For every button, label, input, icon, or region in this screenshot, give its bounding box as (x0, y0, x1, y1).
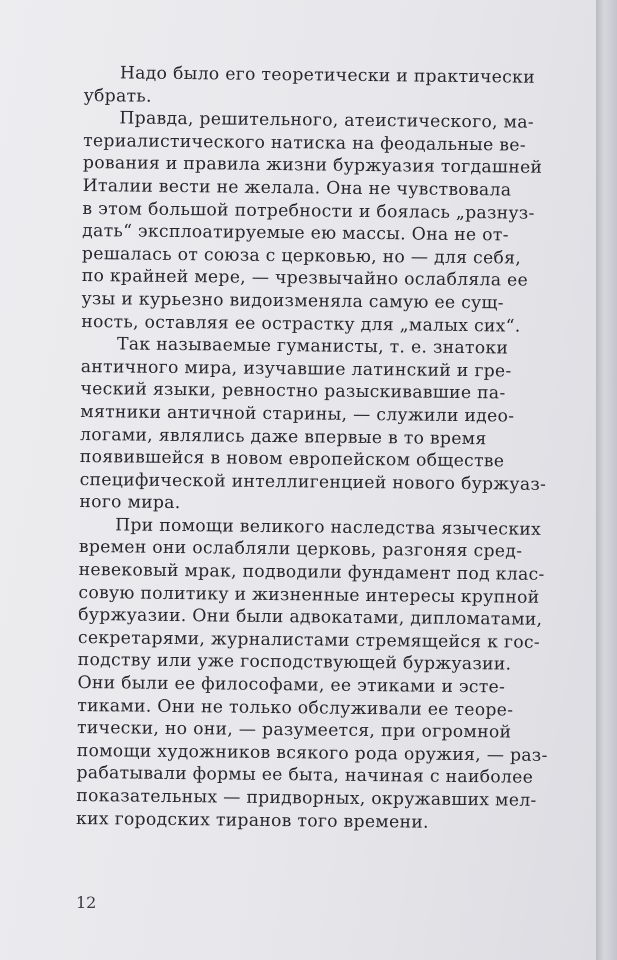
text-line: Италии вести не желала. Она не чувствовала (82, 175, 512, 201)
text-line: буржуазии. Они были адвокатами, дипломатами, (78, 605, 543, 631)
text-line: времен они ослабляли церковь, разгоняя сред- (78, 537, 523, 563)
text-line: узы и курьезно видоизменяла самую ее сущ- (81, 288, 504, 314)
text-line: териалистического натиска на феодальные ве- (83, 130, 526, 156)
text-line: античного мира, изучавшие латинский и гре- (80, 356, 512, 382)
text-line: ного мира. (79, 492, 181, 514)
page-number: 12 (76, 893, 97, 912)
text-line: невековый мрак, подводили фундамент под клас- (78, 560, 545, 585)
next-page-edge (596, 0, 617, 960)
text-line: Правда, решительного, атеистического, ма- (119, 108, 535, 133)
text-line: по крайней мере, — чрезвычайно ослабляла ее (81, 266, 529, 292)
text-line: секретарями, журналистами стремящейся к гос- (77, 627, 541, 653)
text-line: совую политику и жизненные интересы крупной (78, 582, 540, 608)
paragraph-2 (81, 107, 595, 338)
text-line: ность, оставляя ее острастку для „малых сих“. (81, 311, 521, 337)
text-line: в этом большой потребности и боялась „разнуз- (82, 198, 535, 224)
text-line: специфической интеллигенцией нового буржуаз- (79, 469, 547, 495)
text-line: рования и правила жизни буржуазия тогдашней (82, 153, 543, 179)
text-line: показательных — придворных, окружавших мел- (76, 785, 537, 811)
text-line: тически, но они, — разумеется, при огромной (76, 718, 512, 743)
paragraph-1 (84, 62, 596, 113)
text-line: логами, являлись даже впервые в то время (79, 424, 487, 449)
text-line: ческий языки, ревностно разыскивавшие па- (80, 379, 506, 404)
paragraph-4 (76, 514, 591, 836)
text-line: рабатывали формы ее быта, начиная с наиболее (76, 763, 534, 789)
text-line: ких городских тиранов того времени. (75, 808, 429, 833)
text-line: убрать. (83, 85, 152, 107)
text-line: помощи художников всякого рода оружия, — раз- (76, 740, 548, 766)
paragraph-3 (79, 333, 593, 519)
body-text (76, 62, 596, 836)
text-line: появившейся в новом европейском обществе (79, 447, 505, 472)
text-line: При помощи великого наследства языческих (115, 515, 542, 540)
text-line: подству или уже господствующей буржуазии. (77, 650, 512, 675)
text-line: решалась от союза с церковью, но — для себя, (81, 243, 522, 269)
text-line: Так называемые гуманисты, т. е. знатоки (116, 334, 509, 359)
text-line: Они были ее философами, ее этиками и эсте- (77, 672, 506, 698)
text-line: дать“ эксплоатируемые ею массы. Она не от- (82, 221, 509, 246)
text-line: Надо было его теоретически и практически (119, 63, 536, 88)
text-line: мятники античной старины, — служили идео- (80, 401, 515, 427)
text-line: тиками. Они не только обслуживали ее теоре- (77, 695, 514, 721)
